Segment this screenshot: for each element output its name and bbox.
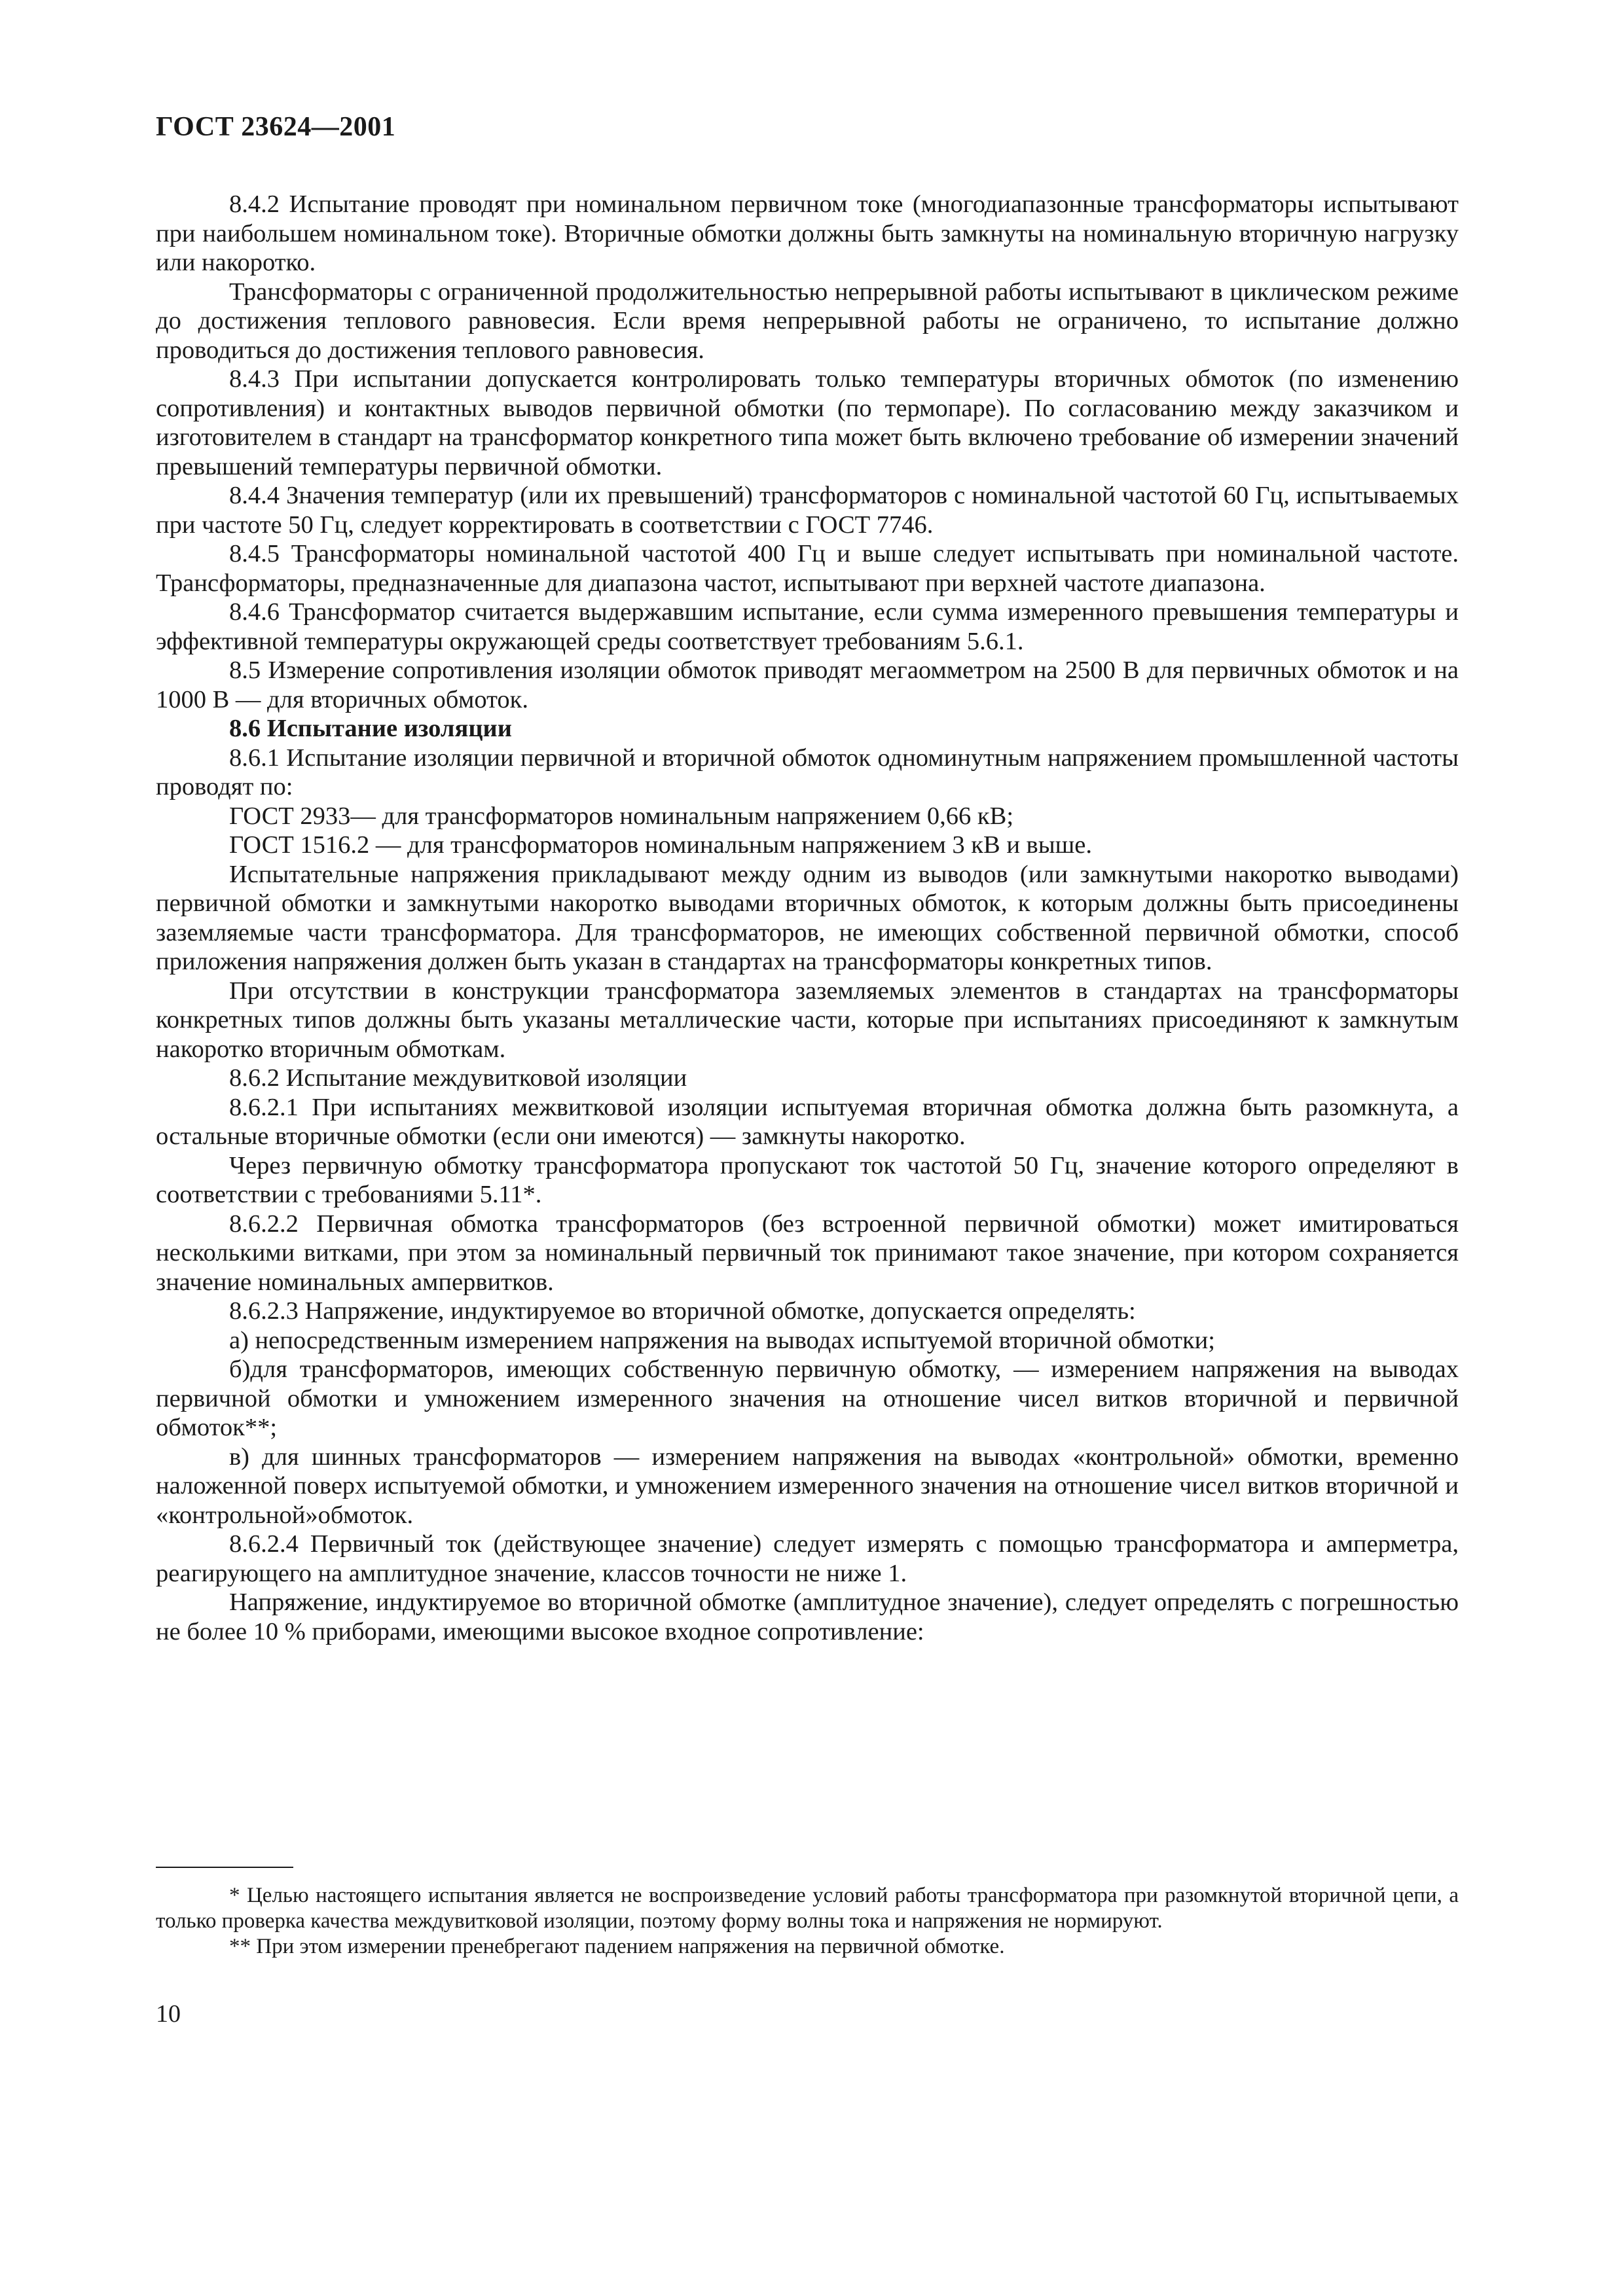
page-number: 10 bbox=[156, 2000, 181, 2028]
paragraph: ГОСТ 2933— для трансформаторов номинальным напряжением 0,66 кВ; bbox=[229, 802, 1014, 830]
paragraph: Трансформаторы с ограниченной продолжительностью непрерывной работы испытывают в циклическом режиме до достижения теплового равновесия. Если время непрерывной работы не ограничено, то испытание должно проводиться до достижения теплового равновесия. bbox=[156, 278, 1459, 364]
paragraph: 8.6.2.4 Первичный ток (действующее значение) следует измерять с помощью трансформатора и амперметра, реагирующего на амплитудное значение, классов точности не ниже 1. bbox=[156, 1530, 1459, 1587]
document-header: ГОСТ 23624—2001 bbox=[156, 112, 396, 142]
footnote: * Целью настоящего испытания является не воспроизведение условий работы трансформатора при разомкнутой вторичной цепи, а только проверка качества междувитковой изоляции, поэтому форму волны тока и напряжения не нормируют. bbox=[156, 1884, 1459, 1933]
paragraph: 8.4.5 Трансформаторы номинальной частотой 400 Гц и выше следует испытывать при номинальной частоте. Трансформаторы, предназначенные для диапазона частот, испытывают при верхней частоте диапазона. bbox=[156, 540, 1459, 597]
paragraph: ГОСТ 1516.2 — для трансформаторов номинальным напряжением 3 кВ и выше. bbox=[229, 831, 1092, 859]
paragraph: а) непосредственным измерением напряжения на выводах испытуемой вторичной обмотки; bbox=[229, 1326, 1215, 1354]
paragraph: 8.4.4 Значения температур (или их превышений) трансформаторов с номинальной частотой 60 Гц, испытываемых при частоте 50 Гц, следует корректировать в соответствии с ГОСТ 7746. bbox=[156, 482, 1459, 539]
section-heading: 8.6 Испытание изоляции bbox=[229, 715, 512, 742]
document-body bbox=[156, 190, 1459, 1646]
paragraph: 8.6.1 Испытание изоляции первичной и вторичной обмоток одноминутным напряжением промышленной частоты проводят по: bbox=[156, 744, 1459, 800]
paragraph: 8.6.2 Испытание междувитковой изоляции bbox=[229, 1064, 687, 1092]
paragraph: 8.4.6 Трансформатор считается выдержавшим испытание, если сумма измеренного превышения температуры и эффективной температуры окружающей среды соответствует требованиям 5.6.1. bbox=[156, 598, 1459, 655]
paragraph: 8.6.2.2 Первичная обмотка трансформаторов (без встроенной первичной обмотки) может имитироваться несколькими витками, при этом за номинальный первичный ток принимают такое значение, при котором сохраняется значение номинальных ампервитков. bbox=[156, 1210, 1459, 1296]
paragraph: При отсутствии в конструкции трансформатора заземляемых элементов в стандартах на трансформаторы конкретных типов должны быть указаны металлические части, которые при испытаниях присоединяют к замкнутым накоротко вторичным обмоткам. bbox=[156, 977, 1459, 1063]
paragraph: Через первичную обмотку трансформатора пропускают ток частотой 50 Гц, значение которого определяют в соответствии с требованиями 5.11*. bbox=[156, 1151, 1459, 1208]
footnote: ** При этом измерении пренебрегают падением напряжения на первичной обмотке. bbox=[229, 1935, 1005, 1958]
paragraph: в) для шинных трансформаторов — измерением напряжения на выводах «контрольной» обмотки, временно наложенной поверх испытуемой обмотки, и умножением измеренного значения на отношение чисел витков вторичной и «контрольной»обмоток. bbox=[156, 1443, 1459, 1529]
paragraph: 8.4.3 При испытании допускается контролировать только температуры вторичных обмоток (по изменению сопротивления) и контактных выводов первичной обмотки (по термопаре). По согласованию между заказчиком и изготовителем в стандарт на трансформатор конкретного типа может быть включено требование об измерении значений превышений температуры первичной обмотки. bbox=[156, 365, 1459, 480]
paragraph: 8.6.2.3 Напряжение, индуктируемое во вторичной обмотке, допускается определять: bbox=[229, 1297, 1136, 1325]
paragraph: 8.6.2.1 При испытаниях межвитковой изоляции испытуемая вторичная обмотка должна быть разомкнута, а остальные вторичные обмотки (если они имеются) — замкнуты накоротко. bbox=[156, 1093, 1459, 1150]
footnotes bbox=[156, 1883, 1459, 1960]
paragraph: Напряжение, индуктируемое во вторичной обмотке (амплитудное значение), следует определять с погрешностью не более 10 % приборами, имеющими высокое входное сопротивление: bbox=[156, 1588, 1459, 1645]
paragraph: 8.4.2 Испытание проводят при номинальном первичном токе (многодиапазонные трансформаторы испытывают при наибольшем номинальном токе). Вторичные обмотки должны быть замкнуты на номинальную вторичную нагрузку или накоротко. bbox=[156, 190, 1459, 276]
paragraph: 8.5 Измерение сопротивления изоляции обмоток приводят мегаомметром на 2500 В для первичных обмоток и на 1000 В — для вторичных обмоток. bbox=[156, 656, 1459, 713]
paragraph: б)для трансформаторов, имеющих собственную первичную обмотку, — измерением напряжения на выводах первичной обмотки и умножением измеренного значения на отношение чисел витков вторичной и первичной обмоток**; bbox=[156, 1355, 1459, 1441]
paragraph: Испытательные напряжения прикладывают между одним из выводов (или замкнутыми накоротко выводами) первичной обмотки и замкнутыми накоротко выводами вторичных обмоток, к которым должны быть присоединены заземляемые части трансформатора. Для трансформаторов, не имеющих собственной первичной обмотки, способ приложения напряжения должен быть указан в стандартах на трансформаторы конкретных типов. bbox=[156, 860, 1459, 975]
footnote-divider bbox=[156, 1867, 293, 1868]
